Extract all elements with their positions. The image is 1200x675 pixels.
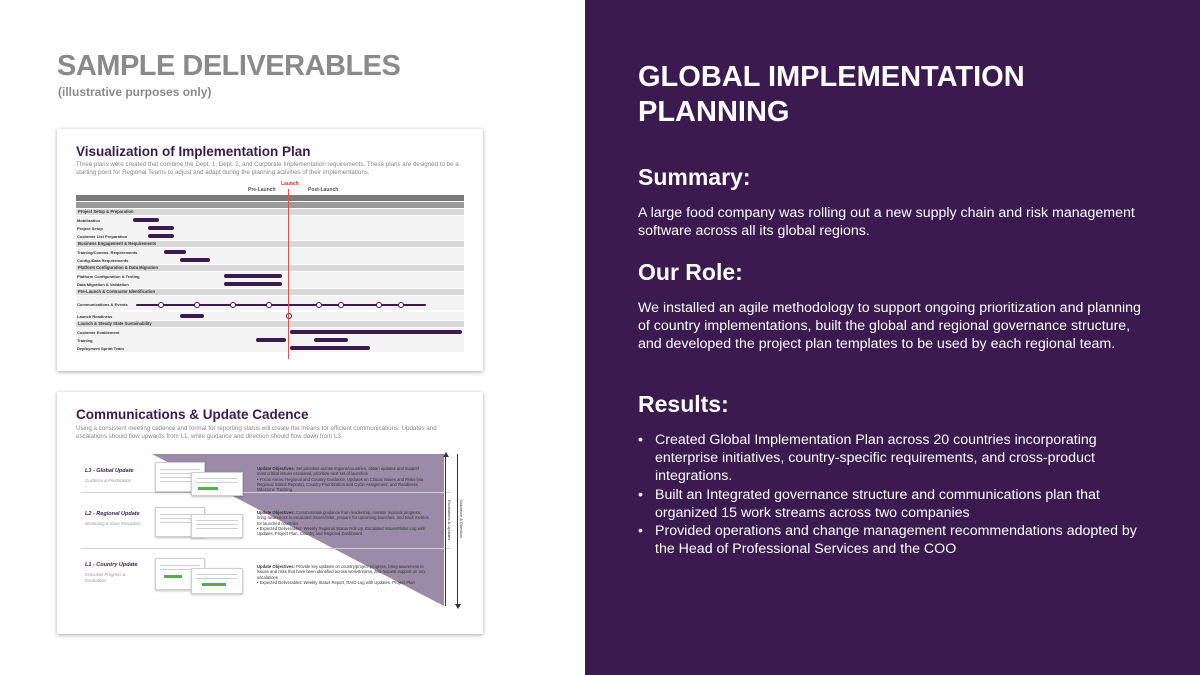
implementation-plan-card (57, 129, 483, 371)
gantt-task-label: Customer Enablement (77, 330, 120, 335)
gantt-section: Platform Configuration & Data Migration (76, 265, 464, 271)
gantt-bar (290, 330, 462, 334)
communications-cadence-description: Using a consistent meeting cadence and format for reporting status will create the means for efficient communications. Updates and escalations should flow upwards from L1, while guidance and direction should flow down from L3. (76, 425, 437, 440)
communications-cadence-card (57, 392, 483, 634)
guidance-label: Guidance & Direction (459, 500, 464, 538)
result-item: • Provided operations and change management recommendations adopted by the Head of Professional Services and the COO (638, 523, 1137, 558)
document-thumbnail (191, 514, 243, 538)
left-panel (0, 0, 585, 675)
level-sub: Monitoring & Issue Resolution (85, 521, 141, 526)
phase-launch: Launch (281, 181, 299, 187)
gantt-task-label: Training/Comms. Requirements (77, 250, 138, 255)
gantt-task-label: Training (77, 338, 93, 343)
gantt-milestone (338, 302, 344, 308)
gantt-task-label: Launch Readiness (77, 314, 113, 319)
gantt-bar (180, 314, 204, 318)
gantt-header-dates (76, 202, 464, 208)
implementation-plan-description: Three plans were created that combine the Dept. 1, Dept. 2, and Corporate Implementation requirements. These plans are designed to be a starting point for Regional Teams to adjust and adapt during the planning activities of their implementations. (76, 161, 459, 176)
gantt-section: Project Setup & Preparation (76, 209, 464, 215)
case-study-title: GLOBAL IMPLEMENTATION PLANNING (638, 61, 1025, 128)
results-list (638, 431, 1138, 558)
escalations-arrow-icon (443, 452, 449, 457)
launch-marker-line (288, 189, 289, 359)
level-name: L2 - Regional Update (85, 511, 140, 517)
gantt-section: Business Engagement & Requirements (76, 241, 464, 247)
gantt-milestone (194, 302, 200, 308)
gantt-milestone (230, 302, 236, 308)
gantt-bar (256, 338, 286, 342)
gantt-section: Launch & Steady State Sustainability (76, 321, 464, 327)
gantt-chart (76, 181, 464, 361)
gantt-header-weeks (76, 195, 464, 201)
gantt-bar (180, 258, 210, 262)
gantt-task-label: Platform Configuration & Testing (77, 274, 140, 279)
sample-deliverables-subtitle: (illustrative purposes only) (58, 85, 212, 99)
results-heading: Results: (638, 391, 729, 417)
role-text: We installed an agile methodology to support ongoing prioritization and planning of country implementations, built the global and regional governance structure, and developed the project plan templates to be used by each regional team. (638, 300, 1141, 353)
gantt-milestone (158, 302, 164, 308)
document-thumbnail (191, 472, 243, 496)
gantt-bar (224, 282, 282, 286)
gantt-task-label: Mobilization (77, 218, 101, 223)
gantt-bar (133, 218, 159, 222)
role-heading: Our Role: (638, 259, 743, 285)
level-sub: Execution Progress & Escalations (85, 572, 126, 583)
level-name: L3 - Global Update (85, 468, 134, 474)
gantt-milestone (266, 302, 272, 308)
level-name: L1 - Country Update (85, 562, 138, 568)
gantt-bar (136, 304, 426, 306)
summary-heading: Summary: (638, 164, 751, 190)
level-objective: Update Objectives: Communicate guidance from leadership, monitor regional progress, bring awareness to escalated issues/risks, prepare for upcoming launches, and track metrics for launched countries • Expected Deliverables: Weekly Regional Status Roll Up, Escalated Issues/Risks Log with Updates, Project Plan, Country and Regional Dashboard (257, 510, 429, 537)
gantt-task-label: Deployment Sprint Team (77, 346, 124, 351)
gantt-task-label: Project Setup (77, 226, 103, 231)
summary-text: A large food company was rolling out a new supply chain and risk management software across all its global regions. (638, 205, 1135, 240)
gantt-bar (148, 234, 174, 238)
gantt-bar (148, 226, 174, 230)
phase-post-launch: Post-Launch (308, 187, 339, 193)
implementation-plan-title: Visualization of Implementation Plan (76, 144, 311, 159)
right-panel (585, 0, 1200, 675)
gantt-task-label: Communications & Events (77, 302, 128, 307)
escalations-label: Escalations & Updates (447, 500, 452, 541)
gantt-task-label: Data Migration & Validation (77, 282, 129, 287)
communications-cadence-title: Communications & Update Cadence (76, 407, 309, 422)
gantt-bar (290, 346, 370, 350)
gantt-section: Pre-Launch & Contractor Identification (76, 289, 464, 295)
gantt-bar (314, 338, 348, 342)
gantt-milestone (398, 302, 404, 308)
gantt-milestone (376, 302, 382, 308)
phase-pre-launch: Pre-Launch (248, 187, 276, 193)
level-objective: Update Objectives: Provide key updates on country/project progress, bring awareness to issues and risks that have been identified across workstreams, and request support on any escalations • Expected Deliverables: Weekly Status Report, RAID Log with Updates, Project Plan (257, 564, 426, 585)
gantt-task-label: Config./Data Requirements (77, 258, 129, 263)
gantt-bar (224, 274, 282, 278)
level-objective: Update Objectives: Set priorities across regions/countries, obtain updates and support most critical issues escalated, prioritize next set of launches • Focus Areas: Regional and Country Guidance, Updates on Critical Issues and Risks (via Regional Status Reports), Country Prioritization and Cycle Assignment, and Readiness Milestone Tracking (257, 466, 424, 493)
sample-deliverables-title: SAMPLE DELIVERABLES (57, 50, 401, 82)
result-item: • Built an Integrated governance structure and communications plan that organized 15 work streams across two companies (638, 486, 1100, 521)
gantt-milestone (316, 302, 322, 308)
gantt-milestone (286, 313, 292, 319)
gantt-task-label: Customer List Preparation (77, 234, 128, 239)
guidance-arrow-icon (455, 604, 461, 609)
gantt-bar (164, 250, 186, 254)
document-thumbnail (191, 568, 243, 594)
level-sub: Guidance & Prioritization (85, 478, 132, 483)
result-item: • Created Global Implementation Plan across 20 countries incorporating enterprise initiatives, country-specific requirements, and cross-product integrations. (638, 432, 1097, 485)
